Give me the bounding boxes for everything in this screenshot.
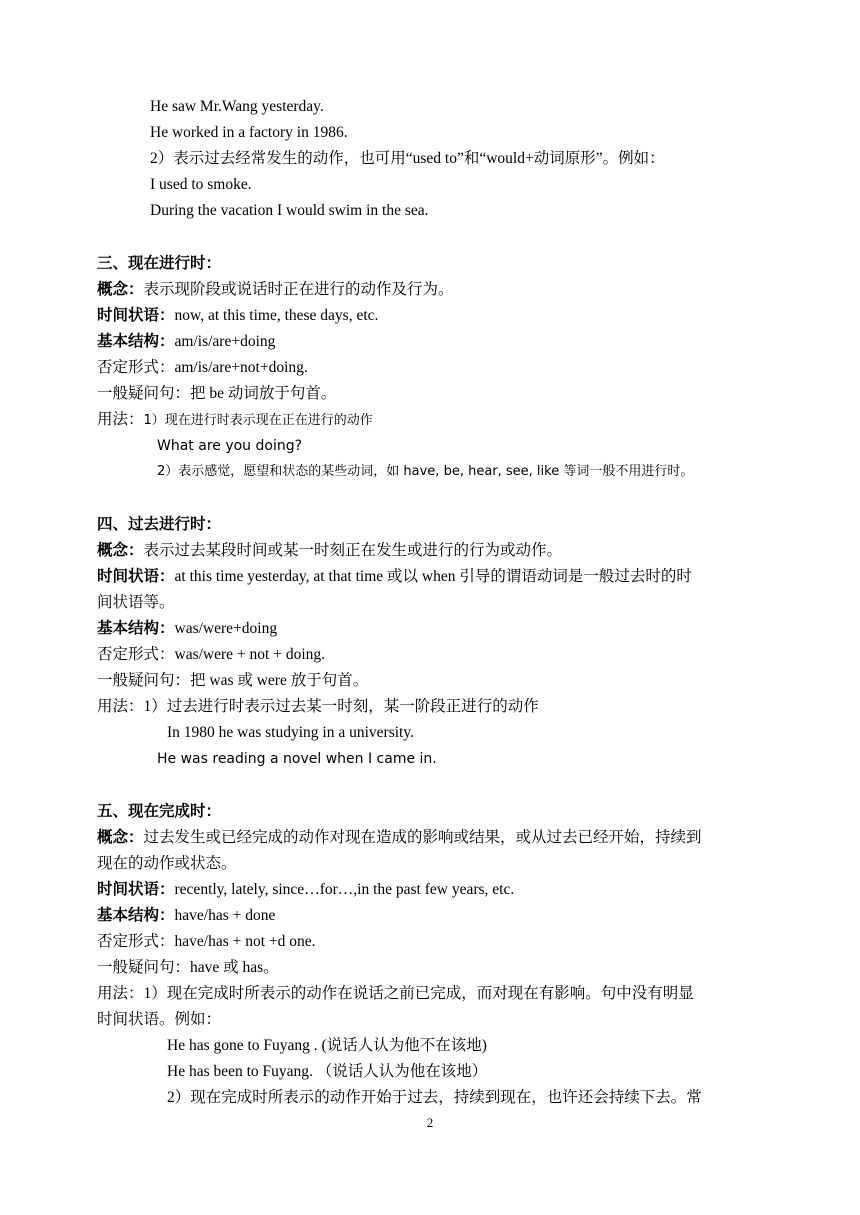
example-line: In 1980 he was studying in a university. bbox=[167, 724, 414, 741]
negative-line: 否定形式：am/is/are+not+doing. bbox=[97, 359, 308, 376]
concept-text: 过去发生或已经完成的动作对现在造成的影响或结果，或从过去已经开始，持续到 bbox=[143, 829, 702, 846]
concept-text: 表示现阶段或说话时正在进行的动作及行为。 bbox=[143, 281, 454, 298]
structure-label: 基本结构： bbox=[97, 907, 175, 924]
structure-text: was/were+doing bbox=[174, 620, 278, 637]
structure-line bbox=[97, 332, 275, 352]
adverbial-text: now, at this time, these days, etc. bbox=[174, 307, 379, 324]
concept-label: 概念： bbox=[97, 829, 144, 846]
structure-label: 基本结构： bbox=[97, 333, 175, 350]
adverbial-line bbox=[97, 306, 378, 326]
usage-continuation: 时间状语。例如： bbox=[97, 1011, 222, 1028]
adverbial-line bbox=[97, 880, 514, 900]
question-line: 一般疑问句：把 was 或 were 放于句首。 bbox=[97, 672, 369, 689]
structure-line bbox=[97, 906, 275, 926]
concept-continuation: 现在的动作或状态。 bbox=[97, 855, 237, 872]
adverbial-label: 时间状语： bbox=[97, 568, 175, 585]
example-line: He saw Mr.Wang yesterday. bbox=[150, 98, 324, 115]
usage-line: 2）现在完成时所表示的动作开始于过去，持续到现在，也许还会持续下去。常 bbox=[167, 1089, 702, 1106]
negative-line: 否定形式：was/were + not + doing. bbox=[97, 646, 325, 663]
usage-line bbox=[97, 410, 373, 431]
example-line: He has been to Fuyang. （说话人认为他在该地） bbox=[167, 1063, 488, 1080]
concept-text: 表示过去某段时间或某一时刻正在发生或进行的行为或动作。 bbox=[143, 542, 563, 559]
negative-line: 否定形式：have/has + not +d one. bbox=[97, 933, 316, 950]
adverbial-label: 时间状语： bbox=[97, 307, 175, 324]
concept-line bbox=[97, 280, 454, 300]
page-number: 2 bbox=[426, 1115, 434, 1130]
structure-line bbox=[97, 619, 277, 639]
section-heading: 四、过去进行时： bbox=[97, 516, 222, 533]
example-line: He worked in a factory in 1986. bbox=[150, 124, 348, 141]
adverbial-text: recently, lately, since…for…,in the past few years, etc. bbox=[174, 881, 515, 898]
section-heading: 三、现在进行时： bbox=[97, 255, 222, 272]
adverbial-continuation: 间状语等。 bbox=[97, 594, 175, 611]
question-line: 一般疑问句：have 或 has。 bbox=[97, 959, 279, 976]
concept-label: 概念： bbox=[97, 542, 144, 559]
example-line: He was reading a novel when I came in. bbox=[157, 751, 437, 767]
structure-text: am/is/are+doing bbox=[174, 333, 276, 350]
structure-text: have/has + done bbox=[174, 907, 276, 924]
concept-label: 概念： bbox=[97, 281, 144, 298]
example-line: During the vacation I would swim in the sea. bbox=[150, 202, 429, 219]
concept-line bbox=[97, 828, 702, 848]
usage-label: 用法： bbox=[97, 411, 144, 428]
usage-line: 用法：1）现在完成时所表示的动作在说话之前已完成，而对现在有影响。句中没有明显 bbox=[97, 985, 694, 1002]
usage-line: 用法：1）过去进行时表示过去某一时刻，某一阶段正进行的动作 bbox=[97, 698, 539, 715]
usage-line: 2）表示感觉，愿望和状态的某些动词，如 have, be, hear, see, like 等词一般不用进行时。 bbox=[157, 464, 694, 479]
example-line: What are you doing? bbox=[157, 438, 303, 454]
usage-text: 1）现在进行时表示现在正在进行的动作 bbox=[143, 413, 373, 428]
adverbial-text: at this time yesterday, at that time 或以 when 引导的谓语动词是一般过去时的时 bbox=[174, 568, 692, 585]
section-heading: 五、现在完成时： bbox=[97, 803, 222, 820]
adverbial-line bbox=[97, 567, 692, 587]
concept-line bbox=[97, 541, 562, 561]
usage-line: 2）表示过去经常发生的动作，也可用“used to”和“would+动词原形”。例如： bbox=[150, 150, 665, 167]
structure-label: 基本结构： bbox=[97, 620, 175, 637]
adverbial-label: 时间状语： bbox=[97, 881, 175, 898]
example-line: He has gone to Fuyang . (说话人认为他不在该地) bbox=[167, 1037, 487, 1054]
example-line: I used to smoke. bbox=[150, 176, 252, 193]
question-line: 一般疑问句：把 be 动词放于句首。 bbox=[97, 385, 337, 402]
